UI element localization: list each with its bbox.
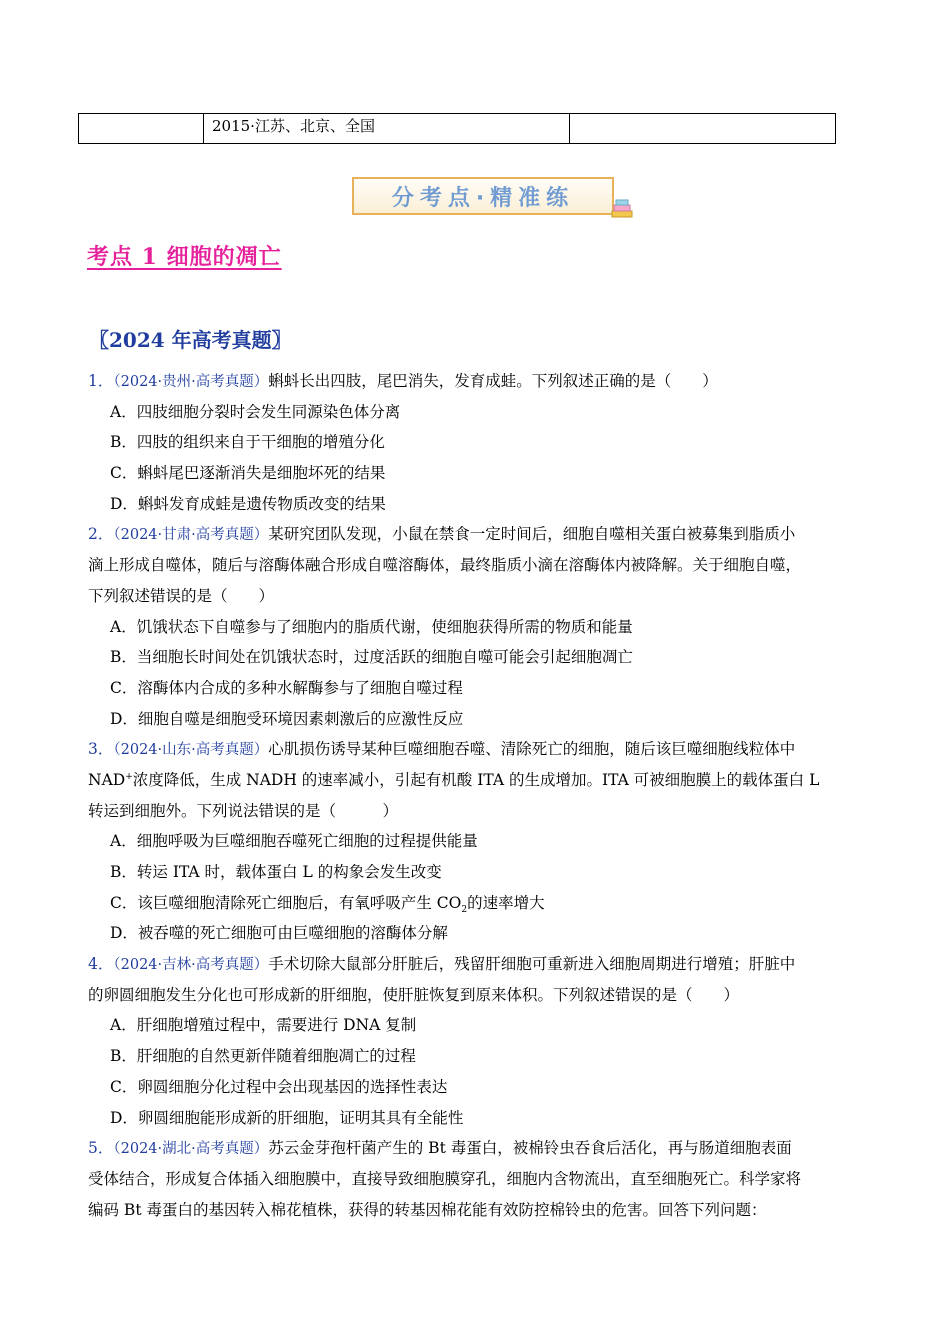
stem-text: 苏云金芽孢杆菌产生的 Bt 毒蛋白，被棉铃虫吞食后活化，再与肠道细胞表面 [268, 1139, 792, 1158]
question-source: （2024·吉林·高考真题） [113, 957, 269, 974]
stem-text: 编码 Bt 毒蛋白的基因转入棉花植株，获得的转基因棉花能有效防控棉铃虫的危害。回答下列问题： [88, 1200, 767, 1219]
question-stem [88, 949, 868, 980]
stem-text: 滴上形成自噬体，随后与溶酶体融合形成自噬溶酶体，最终脂质小滴在溶酶体内被降解。关于细胞自噬， [88, 556, 802, 575]
stem-text: 受体结合，形成复合体插入细胞膜中，直接导致细胞膜穿孔，细胞内含物流出，直至细胞死亡。科学家将 [88, 1169, 802, 1188]
option: C．卵圆细胞分化过程中会出现基因的选择性表达 [110, 1077, 448, 1096]
question-stem [88, 519, 868, 550]
option: C．溶酶体内合成的多种水解酶参与了细胞自噬过程 [110, 678, 463, 697]
option: B．肝细胞的自然更新伴随着细胞凋亡的过程 [110, 1047, 416, 1066]
table-cell: 2015·江苏、北京、全国 [204, 114, 570, 144]
question-stem [88, 734, 868, 765]
banner-title: 分考点·精准练 [391, 185, 575, 211]
question-list [88, 366, 868, 1225]
option: D．卵圆细胞能形成新的肝细胞，证明其具有全能性 [110, 1108, 464, 1127]
table-cell [570, 114, 836, 144]
section-banner [352, 177, 632, 225]
question-source: （2024·贵州·高考真题） [113, 374, 269, 390]
stem-text: 心肌损伤诱导某种巨噬细胞吞噬、清除死亡的细胞，随后该巨噬细胞线粒体中 [268, 740, 796, 759]
option-text-part: 的速率增大 [467, 893, 545, 912]
question-number: 5． [88, 1139, 114, 1158]
superscript: + [125, 771, 133, 782]
stem-text: 手术切除大鼠部分肝脏后，残留肝细胞可重新进入细胞周期进行增殖；肝脏中 [268, 955, 796, 974]
question-source: （2024·山东·高考真题） [113, 742, 269, 759]
question-number: 2． [88, 525, 114, 544]
option: A．肝细胞增殖过程中，需要进行 DNA 复制 [110, 1016, 417, 1035]
stem-text: 蝌蚪长出四肢，尾巴消失，发育成蛙。下列叙述正确的是（ ） [268, 372, 718, 390]
question-source: （2024·湖北·高考真题） [113, 1141, 269, 1158]
option: D．被吞噬的死亡细胞可由巨噬细胞的溶酶体分解 [110, 924, 448, 943]
stem-text: 下列叙述错误的是（ ） [88, 586, 275, 605]
question-source: （2024·甘肃·高考真题） [113, 527, 269, 544]
option: C．蝌蚪尾巴逐渐消失是细胞坏死的结果 [110, 464, 386, 483]
question-number: 3． [88, 740, 114, 759]
stem-text-part: NAD [88, 770, 126, 789]
option [88, 888, 868, 919]
exam-source-table [78, 113, 836, 144]
option: D．细胞自噬是细胞受环境因素刺激后的应激性反应 [110, 709, 464, 728]
table-cell [79, 114, 204, 144]
question-stem [88, 1133, 868, 1164]
stem-text [88, 765, 868, 796]
table-row [79, 114, 836, 144]
section-title: 考点 1 细胞的凋亡 [87, 244, 282, 270]
option: B．四肢的组织来自于干细胞的增殖分化 [110, 433, 385, 452]
question-number: 4． [88, 955, 114, 974]
question-number: 1． [88, 372, 114, 390]
option: B．转运 ITA 时，载体蛋白 L 的构象会发生改变 [110, 863, 442, 881]
option: B．当细胞长时间处在饥饿状态时，过度活跃的细胞自噬可能会引起细胞凋亡 [110, 648, 633, 667]
banner-box [352, 177, 614, 215]
option-text-part: C．该巨噬细胞清除死亡细胞后，有氧呼吸产生 CO [110, 893, 462, 912]
stem-text: 转运到细胞外。下列说法错误的是（ ） [88, 801, 399, 820]
question-stem [88, 366, 868, 397]
stem-text-part: 浓度降低，生成 NADH 的速率减小，引起有机酸 ITA 的生成增加。ITA 可被细胞膜上的载体蛋白 L [132, 770, 820, 789]
subscript: 2 [461, 904, 468, 915]
stem-text: 的卵圆细胞发生分化也可形成新的肝细胞，使肝脏恢复到原来体积。下列叙述错误的是（ ） [88, 985, 740, 1004]
year-heading: 〖2024 年高考真题〗 [89, 328, 292, 352]
option: A．四肢细胞分裂时会发生同源染色体分离 [110, 402, 401, 421]
option: A．细胞呼吸为巨噬细胞吞噬死亡细胞的过程提供能量 [110, 832, 478, 851]
stem-text: 某研究团队发现，小鼠在禁食一定时间后，细胞自噬相关蛋白被募集到脂质小 [268, 525, 796, 544]
books-icon [610, 197, 634, 221]
option: A．饥饿状态下自噬参与了细胞内的脂质代谢，使细胞获得所需的物质和能量 [110, 617, 633, 636]
option: D．蝌蚪发育成蛙是遗传物质改变的结果 [110, 494, 386, 513]
